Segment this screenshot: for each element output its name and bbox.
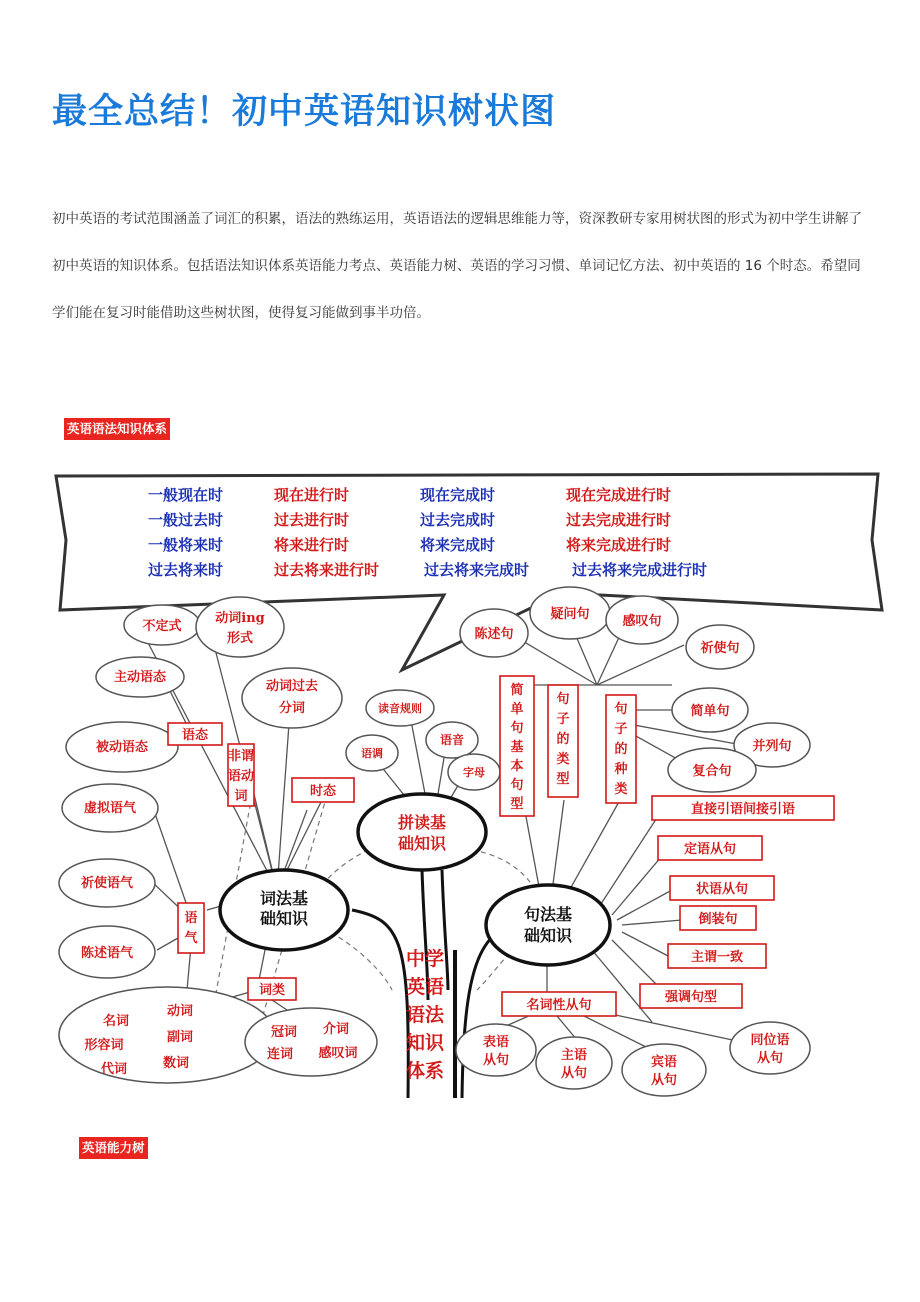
node-sentence-kinds-4: 种 xyxy=(614,762,628,777)
node-adverbial-clause: 状语从句 xyxy=(695,882,749,897)
node-basic-patterns-6: 句 xyxy=(510,778,524,793)
tense-future-continuous-in-past: 过去将来进行时 xyxy=(274,561,380,579)
hub-lexical xyxy=(220,870,348,950)
node-inversion: 倒装句 xyxy=(698,912,738,927)
tense-simple-past: 一般过去时 xyxy=(148,511,224,529)
node-voice: 语态 xyxy=(181,728,209,743)
node-sentence-kinds-5: 类 xyxy=(614,782,628,797)
section-label-grammar-system: 英语语法知识体系 xyxy=(64,418,170,440)
hub-lexical-line-2: 础知识 xyxy=(259,909,309,928)
tense-simple-present: 一般现在时 xyxy=(148,486,224,504)
hub-pronunciation xyxy=(358,794,486,870)
tense-future-perfect-continuous-in-past: 过去将来完成进行时 xyxy=(572,561,708,579)
section-label-ability-tree: 英语能力树 xyxy=(79,1137,148,1159)
node-passive-voice: 被动语态 xyxy=(95,740,149,755)
node-object-clause-2: 从句 xyxy=(650,1073,678,1088)
node-predicative-clause-1: 表语 xyxy=(482,1035,510,1050)
trunk-line-3: 语法 xyxy=(405,1004,445,1026)
node-indicative: 陈述语气 xyxy=(80,946,134,961)
tense-simple-future: 一般将来时 xyxy=(148,536,224,554)
node-question: 疑问句 xyxy=(550,607,590,622)
node-imperative-sentence: 祈使句 xyxy=(700,641,740,656)
node-wordclass: 词类 xyxy=(258,983,286,998)
node-intonation: 语调 xyxy=(361,747,383,760)
tense-past-perfect: 过去完成时 xyxy=(420,511,496,529)
node-simple-sentence: 简单句 xyxy=(690,704,730,719)
node-active-voice: 主动语态 xyxy=(113,670,167,685)
page-title: 最全总结！初中英语知识树状图 xyxy=(52,92,557,132)
node-exclamatory: 感叹句 xyxy=(622,614,662,629)
tense-present-perfect: 现在完成时 xyxy=(420,486,496,504)
hub-syntax-line-1: 句法基 xyxy=(523,905,573,924)
node-pronoun: 代词 xyxy=(100,1062,128,1077)
node-gerund-line-1: 动词ing xyxy=(215,611,265,626)
node-sentence-types-1: 句 xyxy=(556,692,570,707)
node-basic-patterns-4: 基 xyxy=(510,740,524,755)
hub-pronunciation-line-1: 拼读基 xyxy=(397,813,447,832)
node-participle-line-2: 分词 xyxy=(278,701,306,716)
tense-future-continuous: 将来进行时 xyxy=(274,536,350,554)
node-compound-sentence: 并列句 xyxy=(752,739,792,754)
node-imperative-mood: 祈使语气 xyxy=(80,876,134,891)
trunk-line-5: 体系 xyxy=(405,1060,445,1082)
node-adverb: 副词 xyxy=(166,1030,194,1045)
node-sentence-kinds-1: 句 xyxy=(614,702,628,717)
node-declarative: 陈述句 xyxy=(474,627,514,642)
tense-future-perfect-continuous: 将来完成进行时 xyxy=(566,536,672,554)
node-sentence-kinds-3: 的 xyxy=(614,742,628,757)
node-numeral: 数词 xyxy=(162,1056,190,1071)
node-phonetics: 语音 xyxy=(439,733,465,747)
tense-past-continuous: 过去进行时 xyxy=(274,511,350,529)
hub-lexical-line-1: 词法基 xyxy=(259,889,309,908)
node-interjection: 感叹词 xyxy=(318,1046,358,1061)
node-mood-line-2: 气 xyxy=(184,931,198,946)
node-nonfinite: 不定式 xyxy=(142,619,182,634)
tense-present-perfect-continuous: 现在完成进行时 xyxy=(566,486,672,504)
tense-future-in-past: 过去将来时 xyxy=(148,561,224,579)
node-predicative-clause-2: 从句 xyxy=(482,1053,510,1068)
node-subject-clause-2: 从句 xyxy=(560,1066,588,1081)
node-subject-verb-agreement: 主谓一致 xyxy=(690,950,744,965)
node-complex-sentence: 复合句 xyxy=(692,764,732,779)
node-appositive-clause-2: 从句 xyxy=(756,1051,784,1066)
node-basic-patterns-1: 简 xyxy=(510,683,524,698)
node-appositive-clause-1: 同位语 xyxy=(750,1033,790,1048)
node-basic-patterns-3: 句 xyxy=(510,721,524,736)
node-alphabet: 字母 xyxy=(463,766,485,779)
node-sentence-types-3: 的 xyxy=(556,732,570,747)
intro-paragraph: 初中英语的考试范围涵盖了词汇的积累，语法的熟练运用，英语语法的逻辑思维能力等，资深教研专家用树状图的形式为初中学生讲解了初中英语的知识体系。包括语法知识体系英语能力考点、英语能力树、英语的学习习惯、单词记忆方法、初中英语的 16 个时态。希望同学们能在复习时能借助这些树状图，使得复习能做到事半功倍。 xyxy=(52,211,862,321)
node-basic-patterns-5: 本 xyxy=(510,759,524,774)
node-nominal-clause: 名词性从句 xyxy=(526,998,592,1013)
node-tense: 时态 xyxy=(309,784,337,799)
node-phonics-rules: 读音规则 xyxy=(378,702,422,715)
hub-syntax-line-2: 础知识 xyxy=(523,926,573,945)
node-nonpredicate-line-2: 语动 xyxy=(227,769,255,784)
node-mood-line-1: 语 xyxy=(184,911,198,926)
node-object-clause-1: 宾语 xyxy=(650,1055,678,1070)
node-nonpredicate-line-3: 词 xyxy=(234,789,248,804)
node-subjunctive: 虚拟语气 xyxy=(83,801,137,816)
node-noun: 名词 xyxy=(102,1014,130,1029)
node-sentence-kinds-2: 子 xyxy=(614,722,628,737)
node-sentence-types-4: 类 xyxy=(556,752,570,767)
tense-future-perfect: 将来完成时 xyxy=(420,536,496,554)
tense-future-perfect-in-past: 过去将来完成时 xyxy=(424,561,530,579)
node-reported-speech: 直接引语间接引语 xyxy=(690,802,796,817)
node-gerund-line-2: 形式 xyxy=(226,631,254,646)
trunk-line-1: 中学 xyxy=(405,948,445,970)
node-emphatic-pattern: 强调句型 xyxy=(664,990,718,1005)
node-sentence-types-2: 子 xyxy=(556,712,570,727)
tense-past-perfect-continuous: 过去完成进行时 xyxy=(566,511,672,529)
grammar-knowledge-tree-diagram xyxy=(52,470,884,1098)
node-verb: 动词 xyxy=(166,1004,194,1019)
node-basic-patterns-7: 型 xyxy=(510,797,524,812)
node-sentence-types-5: 型 xyxy=(556,772,570,787)
node-nonpredicate-line-1: 非谓 xyxy=(227,749,255,764)
node-attributive-clause: 定语从句 xyxy=(683,842,737,857)
node-basic-patterns-2: 单 xyxy=(510,702,524,717)
hub-syntax xyxy=(486,885,610,965)
node-conjunction: 连词 xyxy=(266,1047,294,1062)
node-article: 冠词 xyxy=(270,1025,298,1040)
hub-pronunciation-line-2: 础知识 xyxy=(397,834,447,853)
node-participle-line-1: 动词过去 xyxy=(265,679,319,694)
node-adjective: 形容词 xyxy=(84,1038,124,1053)
trunk-line-4: 知识 xyxy=(405,1032,445,1054)
trunk-line-2: 英语 xyxy=(405,976,445,998)
node-subject-clause-1: 主语 xyxy=(560,1048,588,1063)
node-preposition: 介词 xyxy=(322,1022,350,1037)
tense-present-continuous: 现在进行时 xyxy=(274,486,350,504)
